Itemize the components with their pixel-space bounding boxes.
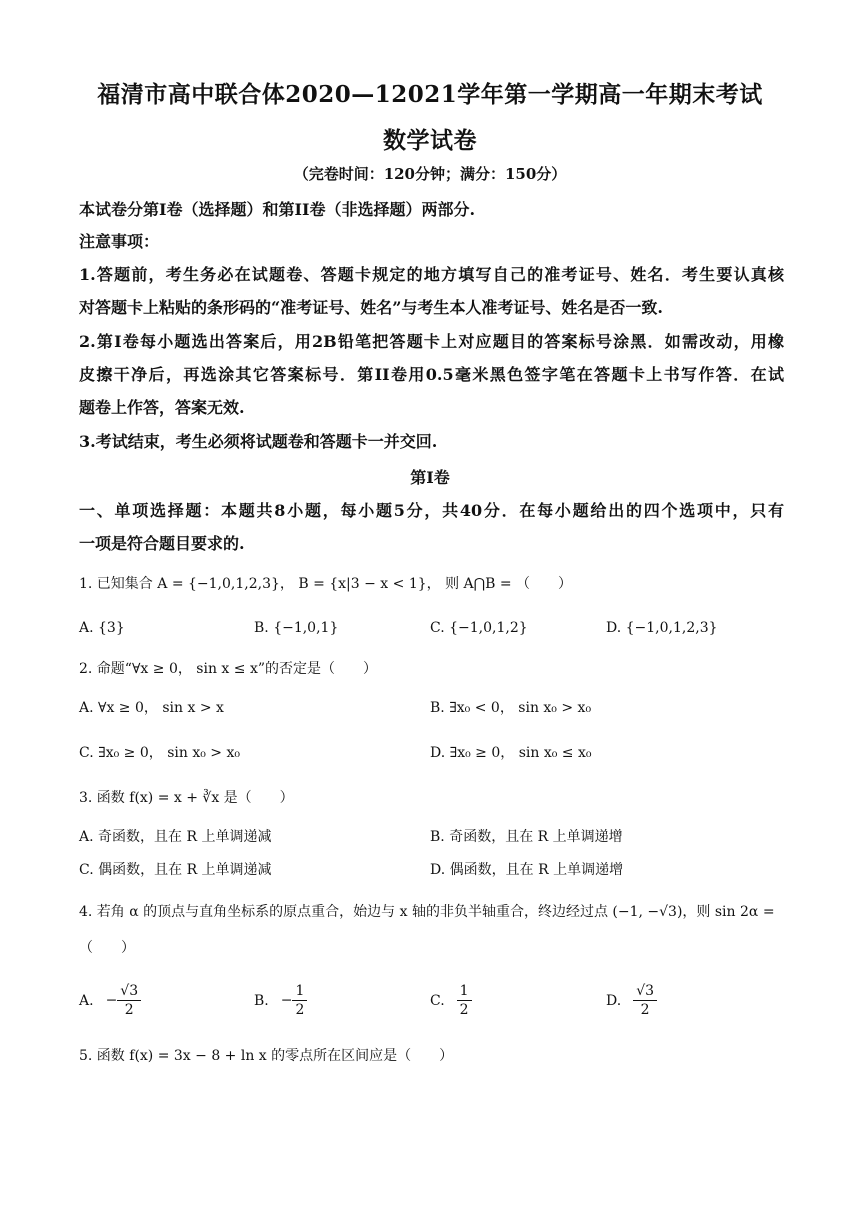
- q4-option-c-fraction: [457, 982, 472, 1019]
- question-4-stem: 4. 若角 α 的顶点与直角坐标系的原点重合，始边与 x 轴的非负半轴重合，终边经过点 (−1, −√3)，则 sin 2α =: [79, 904, 775, 920]
- section-heading-b: 一项是符合题目要求的.: [79, 534, 245, 553]
- q4-option-a-label: A.: [79, 992, 94, 1009]
- question-3-stem: 3. 函数 f(x) = x + ∛x 是（ ）: [79, 790, 294, 806]
- q3-option-c: C. 偶函数，且在 R 上单调递减: [79, 862, 272, 878]
- q4-option-c-num: 1: [457, 982, 472, 1001]
- q4-option-c-den: 2: [459, 1002, 469, 1018]
- exam-title: 福清市高中联合体2020—12021学年第一学期高一年期末考试: [97, 81, 763, 108]
- q2-option-a: A. ∀x ≥ 0， sin x > x: [79, 700, 224, 716]
- q1-option-a: A. {3}: [79, 620, 125, 636]
- notice-2c: 题卷上作答，答案无效.: [79, 398, 245, 417]
- q3-option-a: A. 奇函数，且在 R 上单调递减: [79, 829, 272, 845]
- notice-2a: 2.第I卷每小题选出答案后，用2B铅笔把答题卡上对应题目的答案标号涂黑．如需改动，用橡: [79, 332, 784, 351]
- q2-option-d: D. ∃x₀ ≥ 0， sin x₀ ≤ x₀: [430, 745, 592, 761]
- q4-option-a-den: 2: [124, 1002, 134, 1018]
- q4-option-b: [254, 982, 307, 1019]
- q4-option-d-den: 2: [640, 1002, 650, 1018]
- intro-line: 本试卷分第I卷（选择题）和第II卷（非选择题）两部分.: [79, 200, 476, 219]
- question-5-stem: 5. 函数 f(x) = 3x − 8 + ln x 的零点所在区间应是（ ）: [79, 1048, 454, 1064]
- notice-1a: 1.答题前，考生务必在试题卷、答题卡规定的地方填写自己的准考证号、姓名．考生要认真核: [79, 265, 784, 284]
- q4-option-d-fraction: [633, 982, 657, 1019]
- q4-option-a-fraction: [117, 982, 141, 1019]
- q4-option-b-label: B.: [254, 992, 269, 1009]
- notice-title: 注意事项：: [79, 232, 160, 251]
- q2-option-c: C. ∃x₀ ≥ 0， sin x₀ > x₀: [79, 745, 240, 761]
- question-4-stem-cont: （ ）: [79, 940, 135, 956]
- notice-2b: 皮擦干净后，再选涂其它答案标号．第II卷用0.5毫米黑色签字笔在答题卡上书写作答．在试: [79, 365, 784, 384]
- q4-option-b-num: 1: [292, 982, 307, 1001]
- q4-option-b-fraction: [292, 982, 307, 1019]
- q4-option-c: [430, 982, 472, 1019]
- notice-1b: 对答题卡上粘贴的条形码的“准考证号、姓名”与考生本人准考证号、姓名是否一致.: [79, 298, 663, 317]
- q4-option-a-sign: −: [105, 992, 118, 1009]
- q4-option-b-sign: −: [280, 992, 293, 1009]
- notice-3: 3.考试结束，考生必须将试题卷和答题卡一并交回.: [79, 432, 438, 451]
- question-1-stem: 1. 已知集合 A = {−1,0,1,2,3}， B = {x|3 − x < 1}， 则 A⋂B = （ ）: [79, 576, 573, 592]
- q4-option-d: [606, 982, 657, 1019]
- q4-option-c-label: C.: [430, 992, 445, 1009]
- q4-option-d-num: √3: [633, 982, 657, 1001]
- q4-option-a-num: √3: [117, 982, 141, 1001]
- q3-option-d: D. 偶函数，且在 R 上单调递增: [430, 862, 624, 878]
- exam-subtitle: 数学试卷: [383, 127, 477, 154]
- q4-option-a: [79, 982, 141, 1019]
- q4-option-b-den: 2: [295, 1002, 305, 1018]
- q2-option-b: B. ∃x₀ < 0， sin x₀ > x₀: [430, 700, 592, 716]
- q1-option-b: B. {−1,0,1}: [254, 620, 339, 636]
- exam-meta: （完卷时间：120分钟；满分：150分）: [293, 165, 567, 183]
- q1-option-c: C. {−1,0,1,2}: [430, 620, 528, 636]
- q1-option-d: D. {−1,0,1,2,3}: [606, 620, 718, 636]
- question-2-stem: 2. 命题“∀x ≥ 0， sin x ≤ x”的否定是（ ）: [79, 661, 378, 677]
- section-label: 第I卷: [410, 468, 450, 487]
- q4-option-d-label: D.: [606, 992, 622, 1009]
- q3-option-b: B. 奇函数，且在 R 上单调递增: [430, 829, 623, 845]
- section-heading-a: 一、单项选择题：本题共8小题，每小题5分，共40分．在每小题给出的四个选项中，只有: [79, 501, 784, 520]
